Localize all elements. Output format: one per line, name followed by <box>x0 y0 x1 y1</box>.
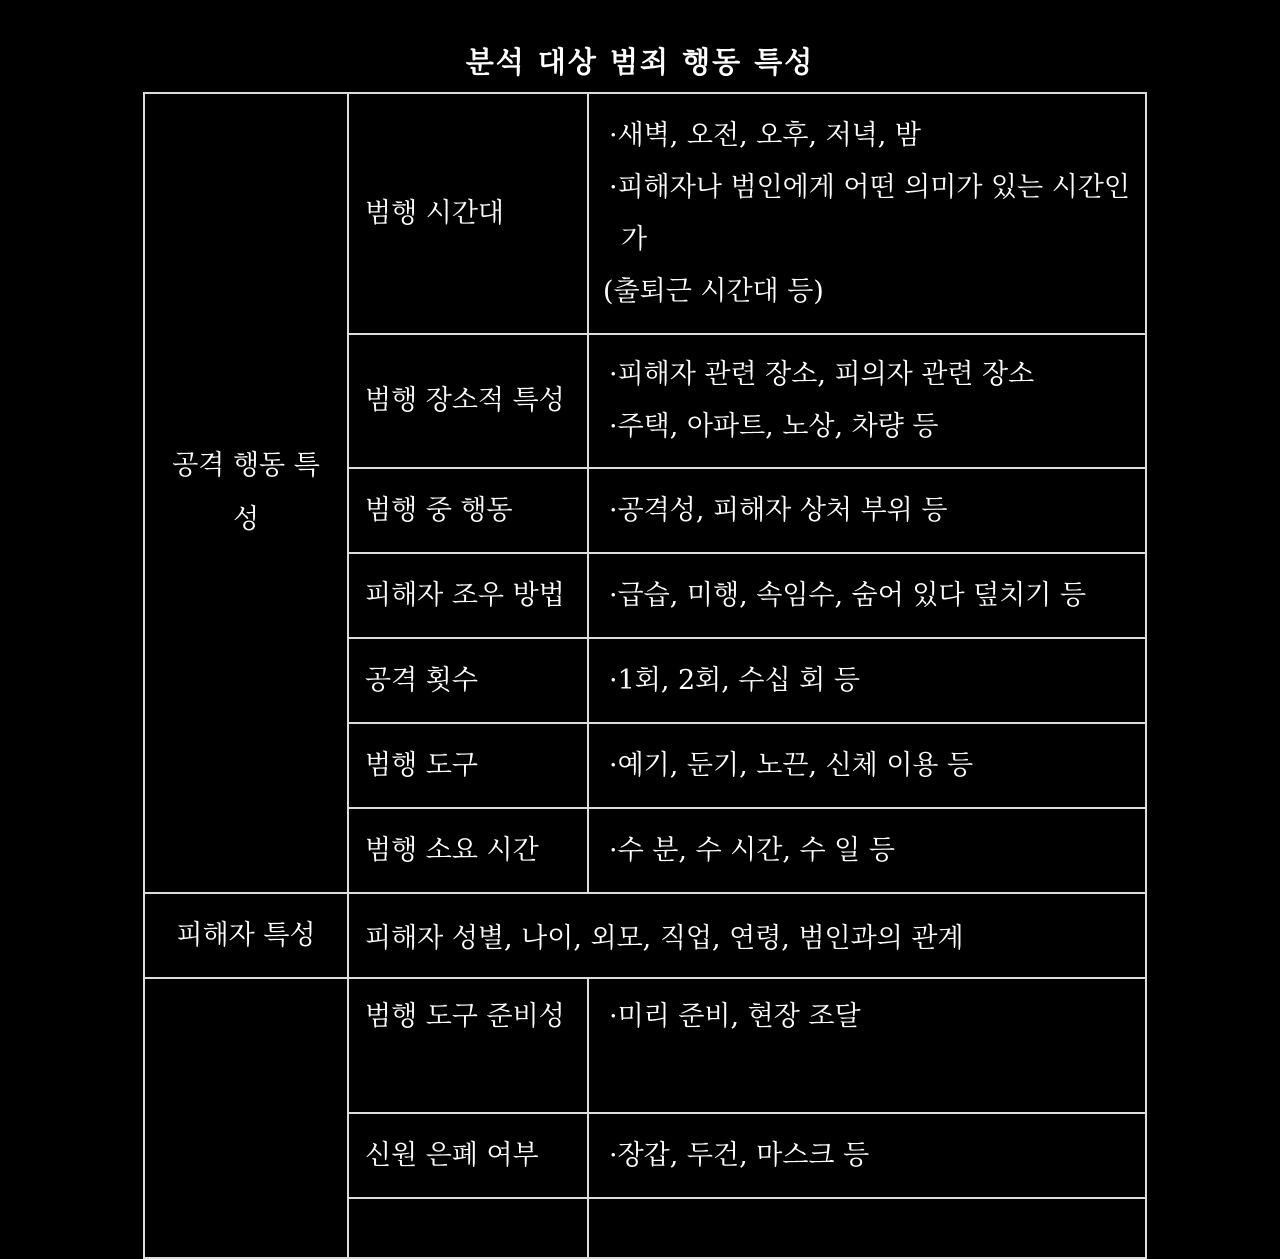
desc-line: ·피해자 관련 장소, 피의자 관련 장소 <box>609 359 1035 390</box>
desc-line: ·새벽, 오전, 오후, 저녁, 밤 <box>609 119 921 151</box>
item-cell <box>348 468 588 553</box>
table-title: 분석 대상 범죄 행동 특성 <box>465 45 815 79</box>
desc-line: ·공격성, 피해자 상처 부위 등 <box>609 494 948 526</box>
category-label: 피해자 특성 <box>176 919 316 951</box>
desc-cell-empty <box>588 1198 1146 1258</box>
behavior-table <box>143 92 1147 1259</box>
item-label: 범행 도구 <box>365 749 478 781</box>
desc-cell <box>588 723 1146 808</box>
table-row <box>144 893 1146 978</box>
item-label: 범행 장소적 특성 <box>365 385 565 416</box>
desc-line: ·1회, 2회, 수십 회 등 <box>609 664 860 696</box>
item-label: 범행 소요 시간 <box>365 834 539 866</box>
item-label: 공격 횟수 <box>365 664 478 696</box>
desc-line: ·장갑, 두건, 마스크 등 <box>609 1139 870 1171</box>
item-cell <box>348 638 588 723</box>
desc-line: ·미리 준비, 현장 조달 <box>609 1001 861 1032</box>
item-label: 범행 시간대 <box>365 197 504 229</box>
victim-desc: 피해자 성별, 나이, 외모, 직업, 연령, 범인과의 관계 <box>365 923 964 954</box>
desc-cell <box>588 808 1146 893</box>
item-cell-empty <box>348 1198 588 1258</box>
desc-cell <box>588 334 1146 468</box>
item-cell <box>348 808 588 893</box>
item-label: 피해자 조우 방법 <box>365 579 565 611</box>
desc-cell <box>588 978 1146 1113</box>
item-label: 범행 중 행동 <box>365 494 513 526</box>
desc-cell <box>588 93 1146 334</box>
category-cell-victim <box>144 893 348 978</box>
item-cell <box>348 1113 588 1198</box>
item-cell <box>348 553 588 638</box>
victim-desc-cell <box>348 893 1146 978</box>
item-label: 신원 은폐 여부 <box>365 1139 539 1171</box>
desc-cell <box>588 1113 1146 1198</box>
desc-line: ·수 분, 수 시간, 수 일 등 <box>609 834 895 866</box>
desc-line: ·피해자나 범인에게 어떤 의미가 있는 시간인가 <box>609 171 1130 255</box>
item-label: 범행 도구 준비성 <box>365 1001 565 1032</box>
item-cell <box>348 334 588 468</box>
desc-line: ·급습, 미행, 속임수, 숨어 있다 덮치기 등 <box>609 579 1087 611</box>
category-cell-attack <box>144 93 348 893</box>
desc-line: ·주택, 아파트, 노상, 차량 등 <box>609 411 939 442</box>
item-cell <box>348 978 588 1113</box>
category-label: 공격 행동 특성 <box>172 450 320 535</box>
table-row <box>144 93 1146 334</box>
desc-line: (출퇴근 시간대 등) <box>603 275 824 307</box>
desc-cell <box>588 638 1146 723</box>
table-row <box>144 978 1146 1113</box>
item-cell <box>348 93 588 334</box>
desc-cell <box>588 468 1146 553</box>
category-cell-empty <box>144 978 348 1258</box>
item-cell <box>348 723 588 808</box>
desc-cell <box>588 553 1146 638</box>
desc-line: ·예기, 둔기, 노끈, 신체 이용 등 <box>609 749 974 781</box>
